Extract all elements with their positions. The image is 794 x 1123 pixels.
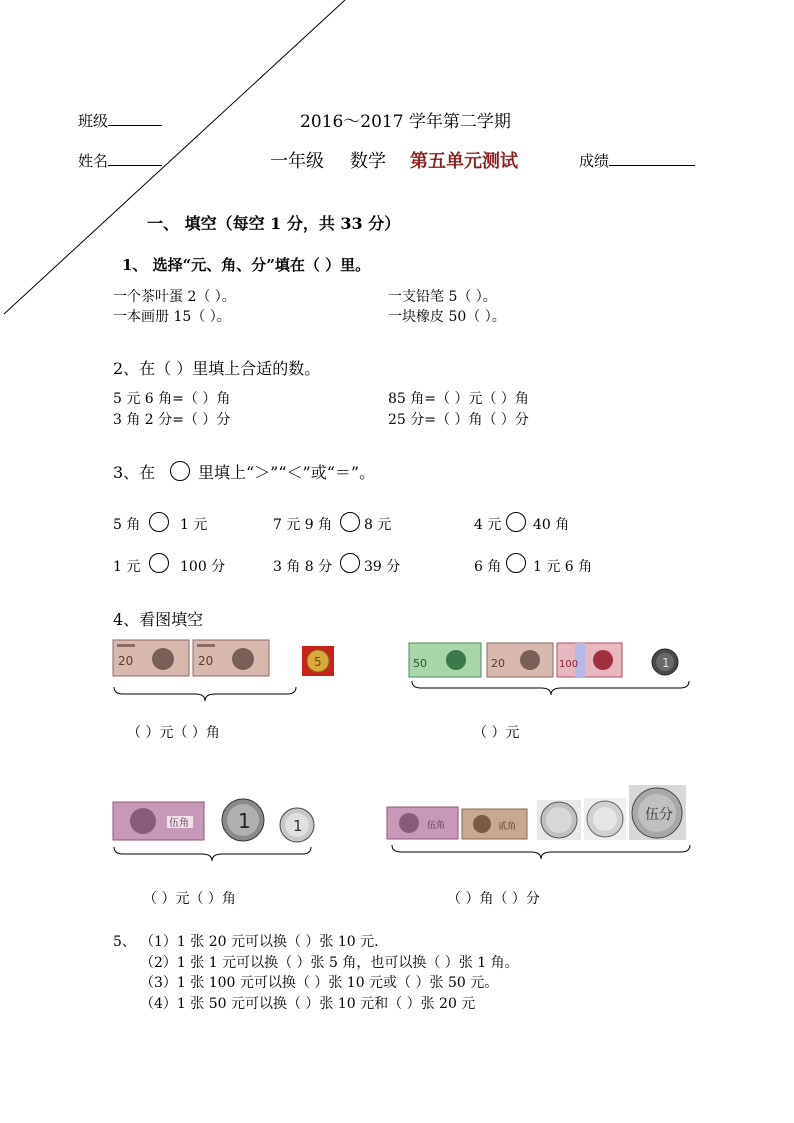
q5-item: （3）1 张 100 元可以换（ ）张 10 元或（ ）张 50 元。 [140, 975, 499, 991]
coin-5-fen-icon [629, 785, 686, 840]
coin-1-fen-icon [537, 800, 581, 840]
q1-item: 一块橡皮 50（ ）。 [388, 309, 506, 325]
banknote-2-jiao-icon [462, 809, 527, 839]
q2-item: 25 分=（ ）角（ ）分 [388, 412, 529, 428]
subject-text: 数学 [350, 151, 386, 172]
banknote-50-yuan-icon [409, 643, 481, 677]
svg-text:贰角: 贰角 [498, 822, 517, 832]
compare-circle[interactable] [340, 553, 360, 573]
coin-1-jiao-icon [279, 807, 315, 843]
svg-text:20: 20 [491, 657, 505, 670]
svg-text:20: 20 [118, 654, 134, 668]
svg-text:伍角: 伍角 [427, 821, 446, 831]
banknote-20-yuan-icon [193, 640, 269, 676]
section-title: 一、 填空（每空 1 分，共 33 分） [147, 214, 401, 233]
q1-item: 一个茶叶蛋 2（ ）。 [113, 289, 236, 305]
compare-circle[interactable] [506, 553, 526, 573]
q5-prefix: 5、 [113, 934, 136, 950]
q1-item: 一支铅笔 5（ ）。 [388, 289, 497, 305]
test-title: 第五单元测试 [410, 151, 518, 172]
q2-item: 3 角 2 分=（ ）分 [113, 412, 231, 428]
compare-circle[interactable] [149, 512, 169, 532]
q5-item: （4）1 张 50 元可以换（ ）张 10 元和（ ）张 20 元 [140, 996, 476, 1012]
q3-left: 5 角 [113, 517, 141, 533]
q3-right: 40 角 [533, 517, 570, 533]
q3-left: 4 元 [474, 517, 502, 533]
banknote-5-jiao-icon [113, 802, 204, 840]
brace-icon [113, 686, 298, 702]
banknote-20-yuan-icon [113, 640, 189, 676]
name-blank[interactable] [108, 151, 162, 166]
compare-circle-icon [170, 461, 190, 481]
banknote-5-jiao-icon [387, 807, 458, 839]
q3-left: 1 元 [113, 559, 141, 575]
q5-item: （2）1 张 1 元可以换（ ）张 5 角，也可以换（ ）张 1 角。 [140, 955, 519, 971]
q1-title: 1、 选择“元、角、分”填在（ ）里。 [122, 256, 371, 274]
svg-text:5: 5 [314, 655, 322, 669]
class-field[interactable] [78, 110, 162, 131]
q3-left: 6 角 [474, 559, 502, 575]
brace-icon [113, 846, 313, 862]
name-label: 姓名 [78, 152, 109, 170]
q4-answer[interactable]: （ ）元（ ）角 [143, 891, 236, 907]
q4-title: 4、看图填空 [113, 610, 204, 629]
q3-left: 3 角 8 分 [273, 559, 333, 575]
svg-text:100: 100 [559, 659, 579, 670]
q3-title-b: 里填上“＞”“＜”或“＝”。 [198, 463, 376, 482]
class-label: 班级 [78, 112, 109, 130]
svg-text:1: 1 [238, 809, 251, 833]
coin-1-yuan-icon [651, 648, 679, 676]
year-term-title: 2016～2017 学年第二学期 [300, 112, 511, 132]
q3-right: 1 元 6 角 [533, 559, 593, 575]
q3-right: 8 元 [364, 517, 392, 533]
brace-icon [391, 844, 692, 860]
q3-left: 7 元 9 角 [273, 517, 333, 533]
grade-text: 一年级 [270, 151, 324, 172]
compare-circle[interactable] [506, 512, 526, 532]
score-blank[interactable] [609, 151, 695, 166]
q3-right: 39 分 [364, 559, 401, 575]
q4-answer[interactable]: （ ）元 [473, 725, 520, 741]
banknote-100-yuan-icon [557, 643, 622, 677]
q4-answer[interactable]: （ ）元（ ）角 [127, 725, 220, 741]
compare-circle[interactable] [340, 512, 360, 532]
svg-text:伍角: 伍角 [169, 818, 189, 829]
coin-5-jiao-icon [302, 646, 334, 676]
q2-item: 85 角=（ ）元（ ）角 [388, 391, 529, 407]
brace-icon [411, 680, 691, 696]
svg-text:1: 1 [662, 656, 670, 670]
class-blank[interactable] [108, 111, 162, 126]
q4-answer[interactable]: （ ）角（ ）分 [447, 891, 540, 907]
banknote-20-yuan-icon [487, 643, 553, 677]
q1-item: 一本画册 15（ ）。 [113, 309, 231, 325]
q2-item: 5 元 6 角=（ ）角 [113, 391, 231, 407]
q3-right: 1 元 [180, 517, 208, 533]
coin-2-fen-icon [584, 798, 626, 840]
score-field[interactable] [579, 150, 695, 171]
svg-text:20: 20 [198, 654, 214, 668]
q2-title: 2、在（ ）里填上合适的数。 [113, 359, 321, 378]
svg-text:伍分: 伍分 [645, 807, 673, 823]
coin-1-yuan-icon [221, 798, 265, 842]
q5-item: （1）1 张 20 元可以换（ ）张 10 元. [140, 934, 379, 950]
q3-right: 100 分 [180, 559, 226, 575]
compare-circle[interactable] [149, 553, 169, 573]
name-field[interactable] [78, 150, 162, 171]
svg-text:1: 1 [293, 817, 303, 835]
svg-text:50: 50 [413, 657, 427, 670]
score-label: 成绩 [579, 152, 610, 170]
q3-title-a: 3、在 [113, 463, 156, 482]
